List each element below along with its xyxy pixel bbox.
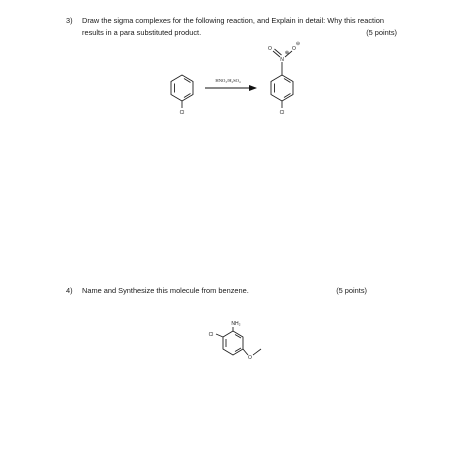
nitro-n-charge: ⊕ [284, 50, 290, 56]
question-3-text-line1: Draw the sigma complexes for the following reaction, and Explain in detail: Why this reaction [82, 16, 384, 25]
question-4-points: (5 points) [336, 286, 367, 295]
question-3-text-line2: results in a para substituted product. [82, 28, 202, 37]
nitro-o-left-label: O [268, 46, 272, 52]
q4-cl-label: Cl [208, 332, 214, 338]
question-3-points: (5 points) [366, 28, 397, 37]
reactant-cl-label: Cl [179, 110, 185, 116]
product-cl-label: Cl [279, 110, 285, 116]
question-4-number: 4) [66, 286, 73, 295]
q4-nh2-label: NH₂ [231, 321, 241, 327]
reaction-arrow-group [205, 78, 256, 88]
question-4-text: Name and Synthesize this molecule from benzene. [82, 286, 249, 295]
reagent-label: HNO₃/H₂SO₄ [215, 78, 241, 83]
product-p-chloronitrobenzene [268, 41, 300, 116]
nitro-n-label: N [280, 57, 284, 63]
q4-o-label: O [248, 355, 252, 361]
q4-target-molecule [209, 321, 261, 361]
question-3-number: 3) [66, 16, 73, 25]
reactant-chlorobenzene [171, 75, 193, 116]
nitro-o-right-label: O [292, 46, 296, 52]
nitro-o-charge: ⊖ [295, 41, 301, 47]
